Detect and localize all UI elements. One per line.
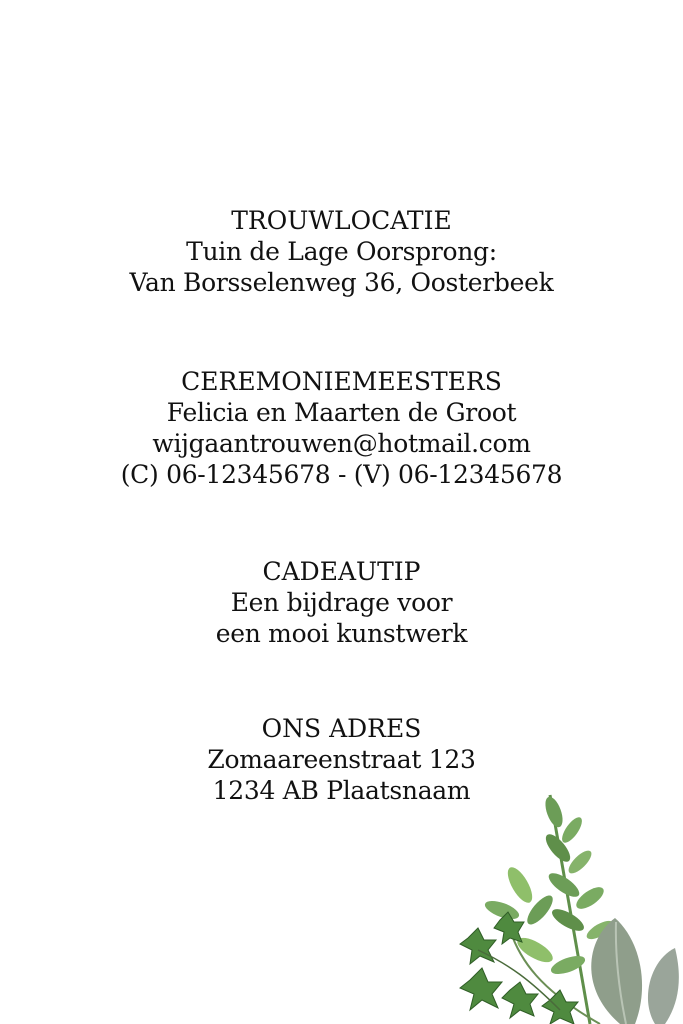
greenery-leaves-icon	[450, 790, 683, 1024]
masters-names: Felicia en Maarten de Groot	[166, 398, 517, 427]
section-cadeautip	[0, 556, 683, 649]
gift-line-1: Een bijdrage voor	[230, 588, 453, 617]
masters-email: wijgaantrouwen@hotmail.com	[152, 429, 531, 458]
section-heading: CADEAUTIP	[262, 557, 421, 586]
address-street: Zomaareenstraat 123	[207, 745, 476, 774]
section-trouwlocatie	[0, 205, 683, 298]
section-ceremoniemeesters	[0, 366, 683, 490]
section-heading: CEREMONIEMEESTERS	[181, 367, 502, 396]
gift-line-2: een mooi kunstwerk	[215, 619, 468, 648]
address-city: 1234 AB Plaatsnaam	[212, 776, 471, 805]
info-card	[0, 205, 683, 806]
section-heading: ONS ADRES	[261, 714, 422, 743]
section-heading: TROUWLOCATIE	[231, 206, 452, 235]
masters-phones: (C) 06-12345678 - (V) 06-12345678	[120, 460, 563, 489]
venue-address: Van Borsselenweg 36, Oosterbeek	[129, 268, 554, 297]
venue-name: Tuin de Lage Oorsprong:	[186, 237, 497, 266]
